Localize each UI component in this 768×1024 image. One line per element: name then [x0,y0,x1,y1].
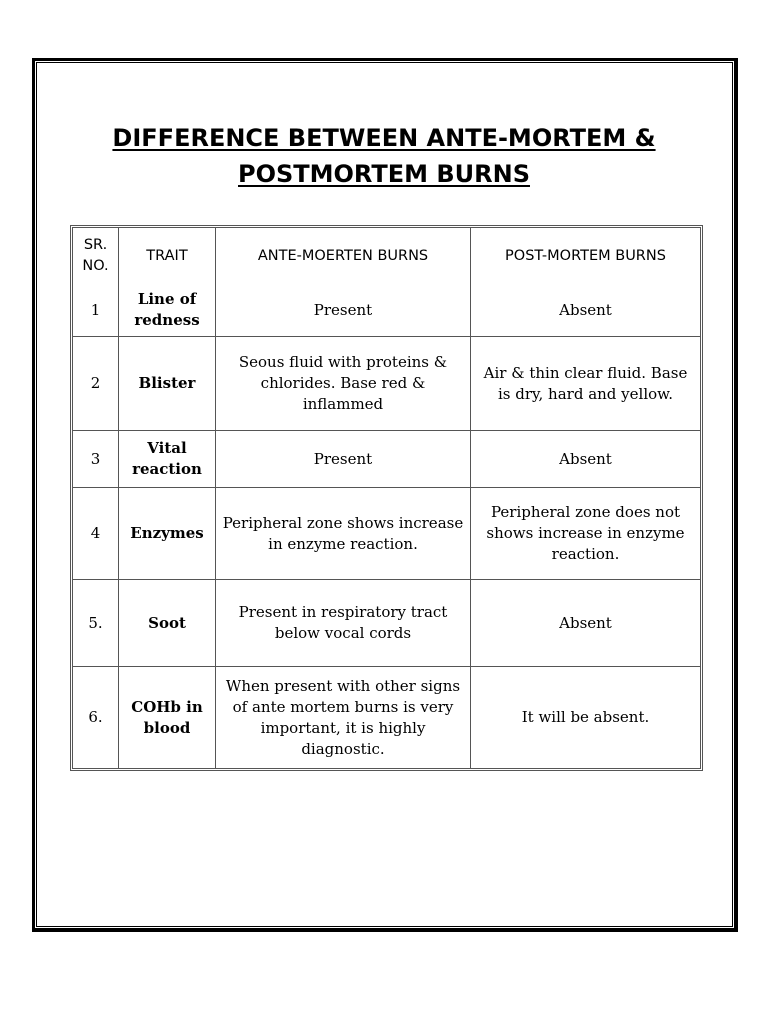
page-title [0,120,768,192]
cell-ante-mortem: Peripheral zone shows increase in enzyme reaction. [216,488,471,580]
cell-sr-no: 4 [73,488,119,580]
table-row [73,284,700,337]
cell-ante-mortem: When present with other signs of ante mortem burns is very important, it is highly diagnostic. [216,667,471,768]
cell-trait: Enzymes [119,488,216,580]
cell-trait: Blister [119,337,216,431]
table-row [73,488,700,580]
header-ante-mortem: ANTE-MOERTEN BURNS [216,228,471,284]
cell-ante-mortem: Present in respiratory tract below vocal cords [216,580,471,667]
cell-trait: Vital reaction [119,431,216,488]
cell-post-mortem: Peripheral zone does not shows increase in enzyme reaction. [471,488,700,580]
cell-post-mortem: Absent [471,580,700,667]
cell-post-mortem: Absent [471,284,700,337]
title-line-2: POSTMORTEM BURNS [238,160,530,188]
header-trait: TRAIT [119,228,216,284]
cell-sr-no: 5. [73,580,119,667]
cell-post-mortem: It will be absent. [521,708,650,726]
cell-sr-no: 2 [73,337,119,431]
cell-post-mortem: Absent [471,431,700,488]
cell-trait: Line of redness [119,284,216,337]
table-header-row [73,228,700,284]
table-row [73,667,700,768]
cell-ante-mortem: Present [216,431,471,488]
cell-sr-no: 3 [73,431,119,488]
cell-trait: COHb in blood [119,667,216,768]
cell-sr-no: 6. [73,667,119,768]
cell-trait: Soot [119,580,216,667]
title-line-1: DIFFERENCE BETWEEN ANTE-MORTEM & [112,124,656,152]
header-post-mortem: POST-MORTEM BURNS [505,247,666,264]
header-sr-no: SR. NO. [73,228,119,284]
table-row [73,580,700,667]
comparison-table [72,227,701,769]
cell-sr-no: 1 [73,284,119,337]
table-row [73,431,700,488]
table-row [73,337,700,431]
cell-ante-mortem: Seous fluid with proteins & chlorides. Base red & inflammed [216,337,471,431]
cell-post-mortem: Air & thin clear fluid. Base is dry, hard and yellow. [471,337,700,431]
cell-ante-mortem: Present [216,284,471,337]
